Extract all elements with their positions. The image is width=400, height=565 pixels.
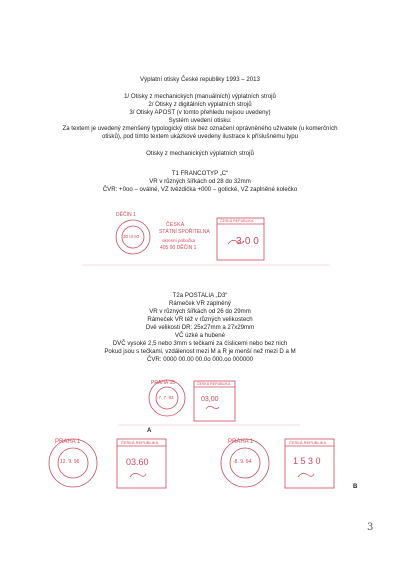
stamp-4-circle-text: PRAHA 1: [228, 439, 254, 445]
page-title: Výplatní otisky České republiky 1993 – 2013: [140, 76, 260, 83]
t2a-line-5: VČ úzké a hubené: [174, 332, 226, 339]
t2a-line-3: Rámeček VR též v různých velikostech: [147, 316, 253, 323]
t2a-line-7: Pokud jsou s tečkami, vzdálenost mezi M a R je menší než mezi D a M: [104, 348, 296, 355]
t1-line-1: VR v různých šířkách od 28 do 32mm: [149, 178, 251, 185]
t2a-line-2: VR v různých šířkách od 26 do 29mm: [149, 308, 251, 315]
t2a-heading: T2a POSTALIA „D3“: [172, 292, 228, 299]
t2a-line-6: DVČ vysoké 2,5 nebo 3mm s tečkami za číslicemi nebo bez nich: [112, 340, 288, 347]
stamp-3-value: 03.60: [126, 457, 149, 467]
stamp-2-date: -7. 7. 93: [157, 395, 174, 400]
stamp-1-circle-text: DĚČÍN 1: [116, 212, 136, 218]
stamp-3-circle-text: PRAHA 1: [55, 439, 81, 445]
stamp-3-frame-title: ČESKÁ REPUBLIKA: [121, 440, 159, 445]
toc-item-2: 2/ Otisky z digitálních výplatních strojů: [148, 101, 252, 108]
section-heading: Otisky z mechanických výplatních strojů: [146, 150, 254, 157]
system-heading: Systém uvedení otisku:: [168, 117, 232, 124]
system-text-line-1: Za textem je uvedený zmenšený typologický otisk bez označení oprávněného uživatele (u komerčních: [62, 125, 338, 132]
t2a-line-8: ČVR: 0000 00.00 00.0o 000.oo 000000: [146, 356, 254, 363]
stamp-4-value: 1 5 3 0: [293, 456, 321, 466]
t1-line-2: ČVR: +0oo – oválné, VZ tvězdička +000 – gotické, VZ zaplněné kolečko: [102, 186, 298, 193]
system-text-line-2: otisků), pod tímto textem ukázkové uvedeny ilustrace k příslušnému typu: [101, 133, 299, 140]
t1-heading: T1 FRANCOTYP „C“: [171, 170, 229, 177]
page-number: 3: [367, 522, 374, 533]
label-a: A: [147, 428, 152, 434]
stamp-1-value: 3·0 0: [236, 236, 259, 247]
stamp-1-date: 30 III 93: [123, 234, 140, 239]
stamp-4-frame-title: ČESKÁ REPUBLIKA: [289, 440, 327, 445]
stamp-3-date: 12. 9. 96: [60, 459, 80, 465]
stamp-1-bank-line-1: ČESKÁ: [166, 222, 185, 228]
stamp-2-frame-title: ČESKÁ REPUBLIKA: [197, 382, 231, 386]
stamp-1-frame-title: ČESKÁ REPUBLIKA: [220, 219, 254, 223]
t2a-line-1: Rámeček VR zaplněný: [169, 300, 231, 307]
stamp-1-bank-line-4: 405 90 DĚČÍN 1: [160, 245, 197, 251]
stamp-1-bank-line-3: okresní pobočka: [162, 238, 196, 243]
stamp-2-circle-text: PRAHA 35: [151, 380, 175, 386]
stamp-4-date: -8. 9. 94: [233, 459, 252, 465]
toc-item-1: 1/ Otisky z mechanických (manuálních) výplatních strojů: [124, 93, 276, 100]
toc-item-3: 3/ Otisky APOST (v tomto přehledu nejsou uvedeny): [129, 109, 271, 116]
stamp-2-value: 03,00: [201, 396, 219, 403]
stamp-1-bank-line-2: STÁTNÍ SPOŘITELNA: [159, 229, 210, 235]
t2a-line-4: Dvě velikosti DR: 25x27mm a 27x29mm: [145, 324, 255, 331]
label-b: B: [353, 484, 358, 490]
